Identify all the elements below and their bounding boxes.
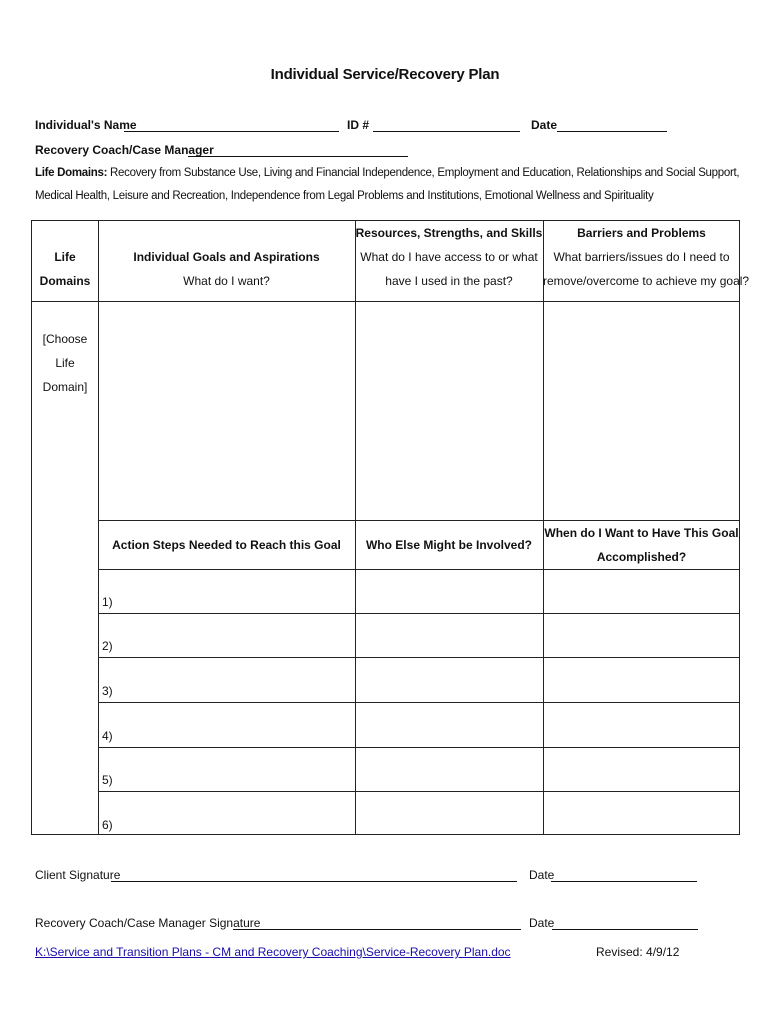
- client-signature-field[interactable]: [111, 869, 517, 882]
- plan-table: [31, 220, 750, 835]
- date-field[interactable]: [557, 119, 667, 132]
- life-domains-line-2: Medical Health, Leisure and Recreation, Independence from Legal Problems and Institutions, Emotional Wellness and Spirituality: [35, 190, 654, 202]
- when-accomplished-header: When do I Want to Have This Goal Accomplished?: [544, 526, 739, 564]
- coach-date-field[interactable]: [552, 917, 698, 930]
- life-domains-label: Life Domains:: [35, 167, 108, 179]
- step-6-label: 6): [102, 818, 113, 832]
- goals-header: Individual Goals and Aspirations What do I want?: [133, 250, 320, 288]
- page-title: Individual Service/Recovery Plan: [270, 66, 500, 83]
- client-signature-label: Client Signature: [35, 868, 121, 882]
- step-5-label: 5): [102, 773, 113, 787]
- file-path-link[interactable]: K:\Service and Transition Plans - CM and Recovery Coaching\Service-Recovery Plan.doc: [35, 945, 511, 959]
- life-domains-description: [35, 162, 739, 208]
- domain-select[interactable]: [Choose Life Domain]: [42, 332, 88, 394]
- coach-label: Recovery Coach/Case Manager: [35, 143, 214, 157]
- step-3-label: 3): [102, 684, 113, 698]
- who-involved-header: Who Else Might be Involved?: [365, 538, 532, 552]
- date-label: Date: [531, 118, 558, 132]
- coach-date-label: Date: [529, 916, 555, 930]
- life-domains-header: Life Domains: [39, 250, 91, 288]
- client-date-label: Date: [529, 868, 555, 882]
- revised-date: Revised: 4/9/12: [596, 945, 680, 959]
- client-date-field[interactable]: [551, 869, 697, 882]
- resources-header: Resources, Strengths, and Skills What do I have access to or what have I used in the past?: [355, 226, 543, 288]
- id-label: ID #: [347, 118, 370, 132]
- coach-signature-field[interactable]: [233, 917, 521, 930]
- life-domains-line-1: Recovery from Substance Use, Living and Financial Independence, Employment and Education, Relationships and Social Support,: [110, 167, 740, 179]
- name-field[interactable]: [124, 119, 339, 132]
- resources-input[interactable]: [356, 302, 543, 520]
- name-label: Individual's Name: [35, 118, 137, 132]
- step-2-label: 2): [102, 639, 113, 653]
- barriers-header: Barriers and Problems What barriers/issues do I need to remove/overcome to achieve my goal?: [543, 226, 750, 288]
- coach-signature-label: Recovery Coach/Case Manager Signature: [35, 916, 261, 930]
- step-1-label: 1): [102, 595, 113, 609]
- barriers-input[interactable]: [544, 302, 740, 520]
- id-field[interactable]: [373, 119, 520, 132]
- step-4-label: 4): [102, 729, 113, 743]
- action-steps-header: Action Steps Needed to Reach this Goal: [112, 538, 341, 552]
- goals-input[interactable]: [99, 302, 355, 520]
- coach-field[interactable]: [188, 144, 408, 157]
